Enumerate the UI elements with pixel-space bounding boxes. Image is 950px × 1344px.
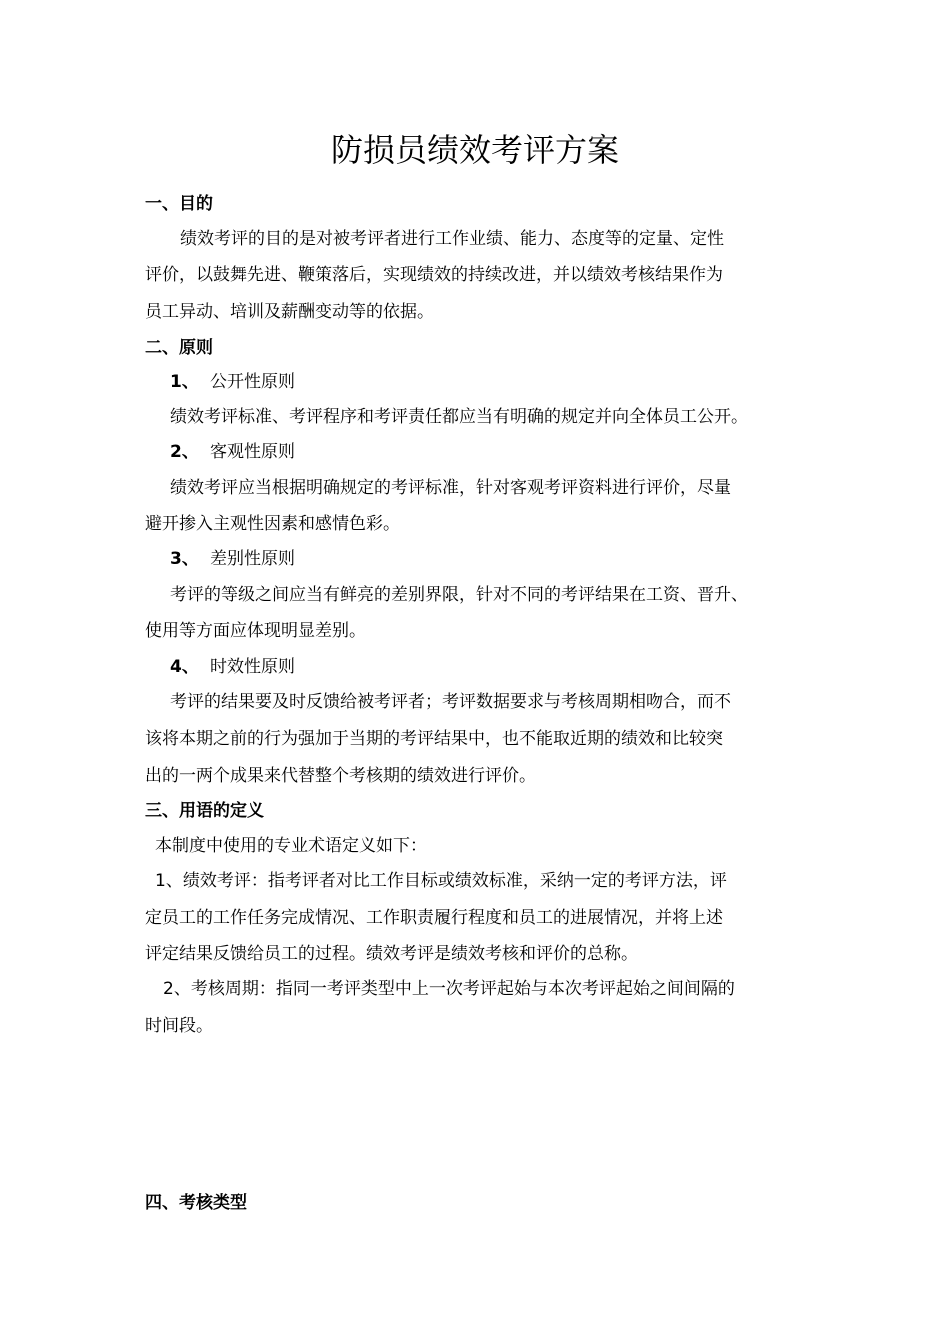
item-label: 客观性原则 — [210, 442, 295, 462]
section-heading-principles: 二、原则 — [145, 338, 213, 358]
paragraph-line: 评定结果反馈给员工的过程。绩效考评是绩效考核和评价的总称。 — [145, 944, 638, 964]
principle-item-heading — [170, 369, 850, 395]
principle-item-heading — [170, 654, 850, 680]
paragraph-line: 该将本期之前的行为强加于当期的考评结果中，也不能取近期的绩效和比较突 — [145, 729, 723, 749]
item-label: 时效性原则 — [210, 657, 295, 677]
principle-item-heading — [170, 439, 850, 465]
item-label: 差别性原则 — [210, 549, 295, 569]
document-title: 防损员绩效考评方案 — [330, 131, 619, 169]
paragraph-line: 员工异动、培训及薪酬变动等的依据。 — [145, 302, 434, 322]
paragraph-line: 避开掺入主观性因素和感情色彩。 — [145, 514, 400, 534]
paragraph-line: 使用等方面应体现明显差别。 — [145, 621, 366, 641]
section-heading-definitions: 三、用语的定义 — [145, 801, 264, 821]
section-heading-purpose: 一、目的 — [145, 194, 213, 214]
paragraph-line: 考评的等级之间应当有鲜亮的差别界限，针对不同的考评结果在工资、晋升、 — [170, 585, 748, 605]
paragraph-line: 定员工的工作任务完成情况、工作职责履行程度和员工的进展情况，并将上述 — [145, 908, 723, 928]
principle-item-heading — [170, 546, 850, 572]
paragraph-line: 评价，以鼓舞先进、鞭策落后，实现绩效的持续改进，并以绩效考核结果作为 — [145, 265, 723, 285]
item-label: 公开性原则 — [210, 372, 295, 392]
paragraph-line: 1、绩效考评：指考评者对比工作目标或绩效标准，采纳一定的考评方法，评 — [155, 871, 727, 891]
section-heading-assessment-types: 四、考核类型 — [145, 1193, 247, 1213]
paragraph-line: 出的一两个成果来代替整个考核期的绩效进行评价。 — [145, 766, 536, 786]
paragraph-line: 考评的结果要及时反馈给被考评者；考评数据要求与考核周期相吻合，而不 — [170, 692, 731, 712]
item-number: 4、 — [170, 657, 199, 677]
paragraph-line: 时间段。 — [145, 1016, 213, 1036]
item-number: 3、 — [170, 549, 199, 569]
paragraph-line: 绩效考评的目的是对被考评者进行工作业绩、能力、态度等的定量、定性 — [180, 229, 724, 249]
item-number: 1、 — [170, 372, 199, 392]
item-number: 2、 — [170, 442, 199, 462]
paragraph-line: 绩效考评标准、考评程序和考评责任都应当有明确的规定并向全体员工公开。 — [170, 407, 748, 427]
paragraph-line: 绩效考评应当根据明确规定的考评标准，针对客观考评资料进行评价，尽量 — [170, 478, 731, 498]
paragraph-line: 2、考核周期：指同一考评类型中上一次考评起始与本次考评起始之间间隔的 — [163, 979, 735, 999]
definitions-intro: 本制度中使用的专业术语定义如下： — [155, 836, 427, 856]
